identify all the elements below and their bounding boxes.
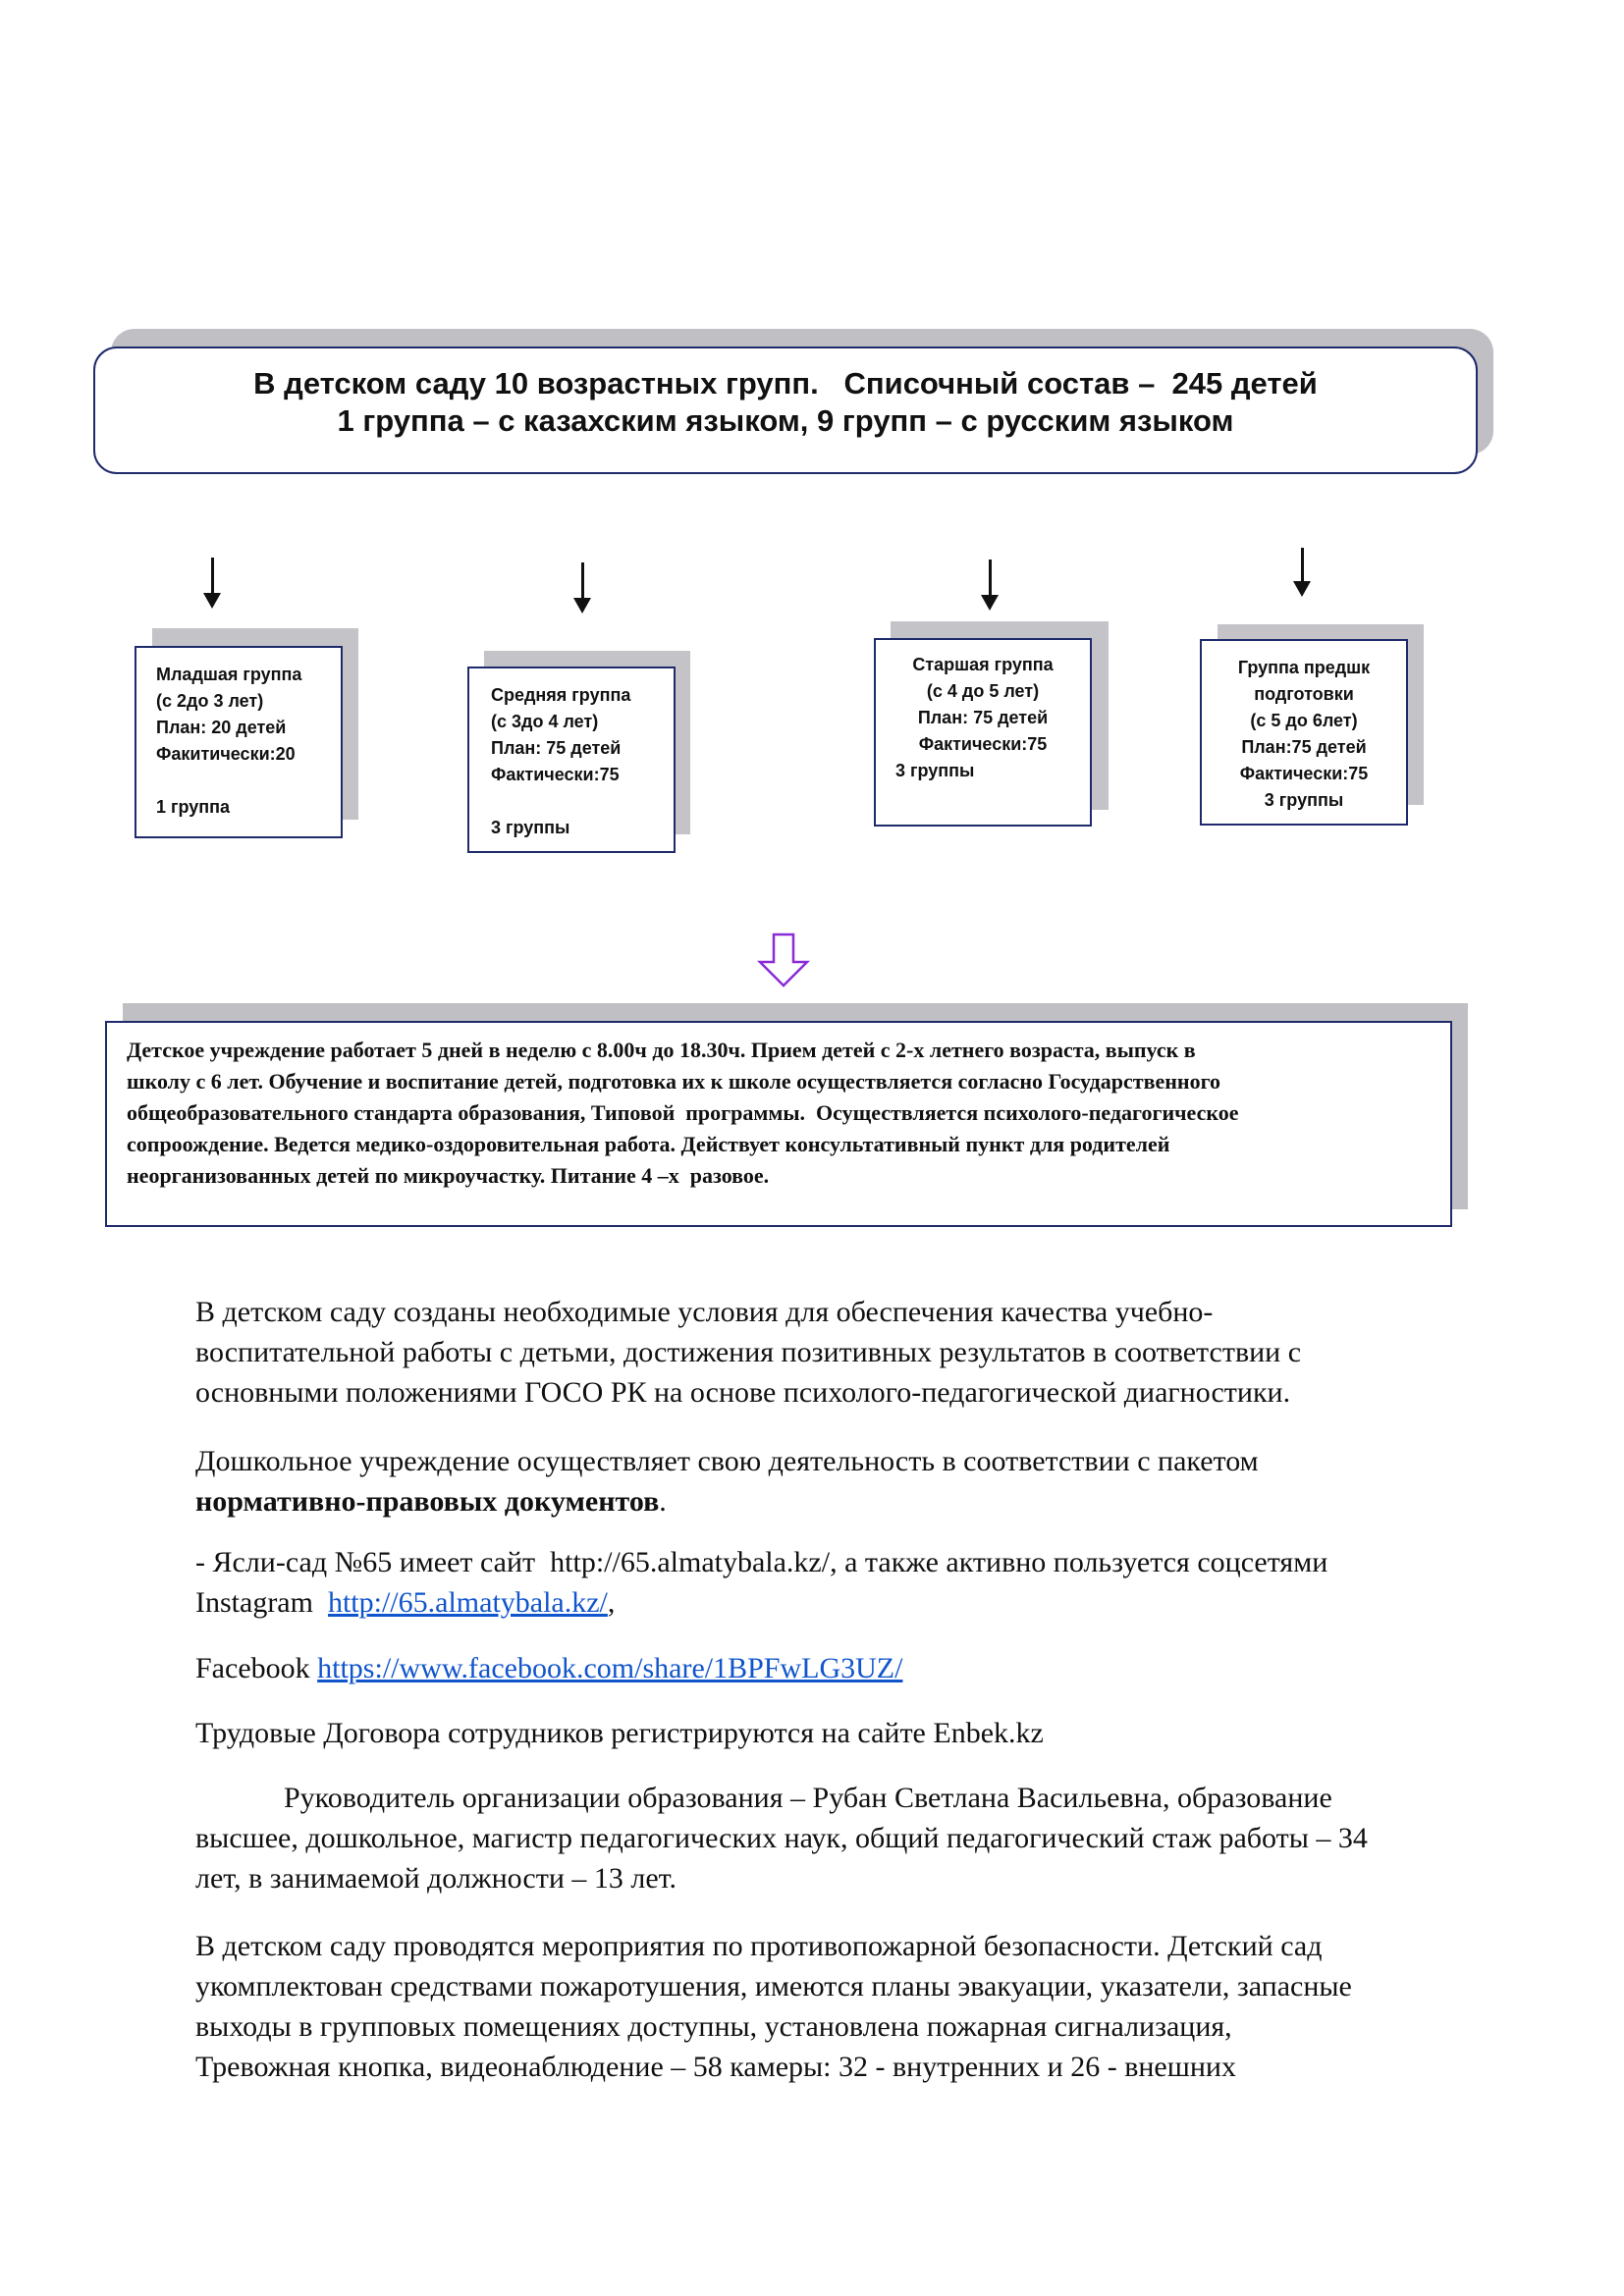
group-line: Фактически:75 [918, 734, 1048, 754]
paragraph-line: - Ясли-сад №65 имеет сайт http://65.almatybala.kz/, а также активно пользуется соцсетями [195, 1546, 1328, 1578]
paragraph-fire-safety [195, 1926, 1352, 2087]
paragraph-line: Тревожная кнопка, видеонаблюдение – 58 камеры: 32 - внутренних и 26 - внешних [195, 2051, 1236, 2083]
group-line: План: 75 детей [491, 738, 622, 758]
down-arrow-icon [211, 558, 214, 595]
group-line: 3 группы [1264, 790, 1344, 810]
group-line: Младшая группа [156, 665, 302, 684]
group-line: подготовки [1254, 684, 1354, 704]
group-line: (с 2до 3 лет) [156, 691, 264, 711]
group-line: План: 75 детей [917, 708, 1049, 727]
paragraph-line [195, 1582, 1327, 1623]
instagram-link[interactable]: http://65.almatybala.kz/ [327, 1586, 608, 1619]
group-line: Факитически:20 [156, 744, 296, 764]
paragraph-facebook [195, 1648, 902, 1688]
facebook-label: Facebook [195, 1652, 318, 1684]
comma-text: , [607, 1586, 616, 1619]
down-arrow-icon [989, 560, 992, 597]
header-line-2: 1 группа – с казахским языком, 9 групп – с русским языком [337, 403, 1234, 438]
paragraph-line: укомплектован средствами пожаротушения, имеются планы эвакуации, указатели, запасные [195, 1970, 1352, 2002]
paragraph-line: Руководитель организации образования – Рубан Светлана Васильевна, образование [195, 1782, 1332, 1814]
paragraph-website [195, 1542, 1327, 1623]
paragraph-line: В детском саду созданы необходимые условия для обеспечения качества учебно- [195, 1296, 1214, 1328]
info-line: общеобразовательного стандарта образования, Типовой программы. Осуществляется психолого-педагогическое [127, 1100, 1239, 1125]
group-box-middle [467, 667, 676, 853]
paragraph-director [195, 1778, 1368, 1898]
group-line: (с 4 до 5 лет) [926, 681, 1040, 701]
info-line: школу с 6 лет. Обучение и воспитание детей, подготовка их к школе осуществляется согласно Государственного [127, 1069, 1221, 1094]
paragraph-line: высшее, дошкольное, магистр педагогических наук, общий педагогический стаж работы – 34 [195, 1822, 1368, 1854]
group-line: Группа предшк [1237, 658, 1371, 677]
info-line: сопроождение. Ведется медико-оздоровительная работа. Действует консультативный пункт для родителей [127, 1132, 1170, 1156]
instagram-label: Instagram [195, 1586, 328, 1619]
info-box [105, 1021, 1452, 1227]
paragraph-line: лет, в занимаемой должности – 13 лет. [195, 1862, 677, 1895]
paragraph-contracts [195, 1713, 1044, 1753]
group-line: 3 группы [895, 761, 975, 780]
group-line: 3 группы [491, 818, 570, 837]
group-line: План: 20 детей [156, 718, 287, 737]
paragraph-line: воспитательной работы с детьми, достижения позитивных результатов в соответствии с [195, 1336, 1302, 1368]
paragraph-line: выходы в групповых помещениях доступны, установлена пожарная сигнализация, [195, 2010, 1232, 2043]
hollow-down-arrow-icon [756, 933, 811, 988]
group-line: Старшая группа [912, 655, 1054, 674]
group-line: Фактически:75 [1239, 764, 1369, 783]
group-line: Фактически:75 [491, 765, 620, 784]
group-line: (с 3до 4 лет) [491, 712, 599, 731]
bold-text: нормативно-правовых документов [195, 1485, 660, 1518]
group-line: Средняя группа [491, 685, 631, 705]
paragraph-line: Трудовые Договора сотрудников регистрируются на сайте Enbek.kz [195, 1717, 1044, 1749]
paragraph-line: Дошкольное учреждение осуществляет свою деятельность в соответствии с пакетом [195, 1445, 1259, 1477]
paragraph-line [195, 1648, 902, 1688]
group-line: 1 группа [156, 797, 231, 817]
paragraph-documents [195, 1441, 1259, 1522]
group-box-preschool [1200, 639, 1408, 826]
group-line: (с 5 до 6лет) [1250, 711, 1358, 730]
group-box-junior [135, 646, 343, 838]
facebook-link[interactable]: https://www.facebook.com/share/1BPFwLG3UZ/ [317, 1652, 903, 1684]
paragraph-line [195, 1481, 1259, 1522]
down-arrow-icon [581, 562, 584, 600]
period-text: . [659, 1485, 667, 1518]
group-line [156, 768, 341, 794]
header-line-1: В детском саду 10 возрастных групп. Списочный состав – 245 детей [253, 366, 1318, 400]
down-arrow-icon [1301, 548, 1304, 583]
group-box-senior [874, 638, 1092, 827]
paragraph-line: основными положениями ГОСО РК на основе психолого-педагогической диагностики. [195, 1376, 1291, 1409]
info-line: Детское учреждение работает 5 дней в неделю с 8.00ч до 18.30ч. Прием детей с 2-х летнего возраста, выпуск в [127, 1038, 1196, 1062]
paragraph-line: В детском саду проводятся мероприятия по противопожарной безопасности. Детский сад [195, 1930, 1323, 1962]
paragraph-conditions [195, 1292, 1301, 1413]
group-line: План:75 детей [1241, 737, 1367, 757]
header-box [93, 347, 1478, 474]
group-line [491, 788, 674, 815]
info-line: неорганизованных детей по микроучастку. Питание 4 –х разовое. [127, 1163, 770, 1188]
